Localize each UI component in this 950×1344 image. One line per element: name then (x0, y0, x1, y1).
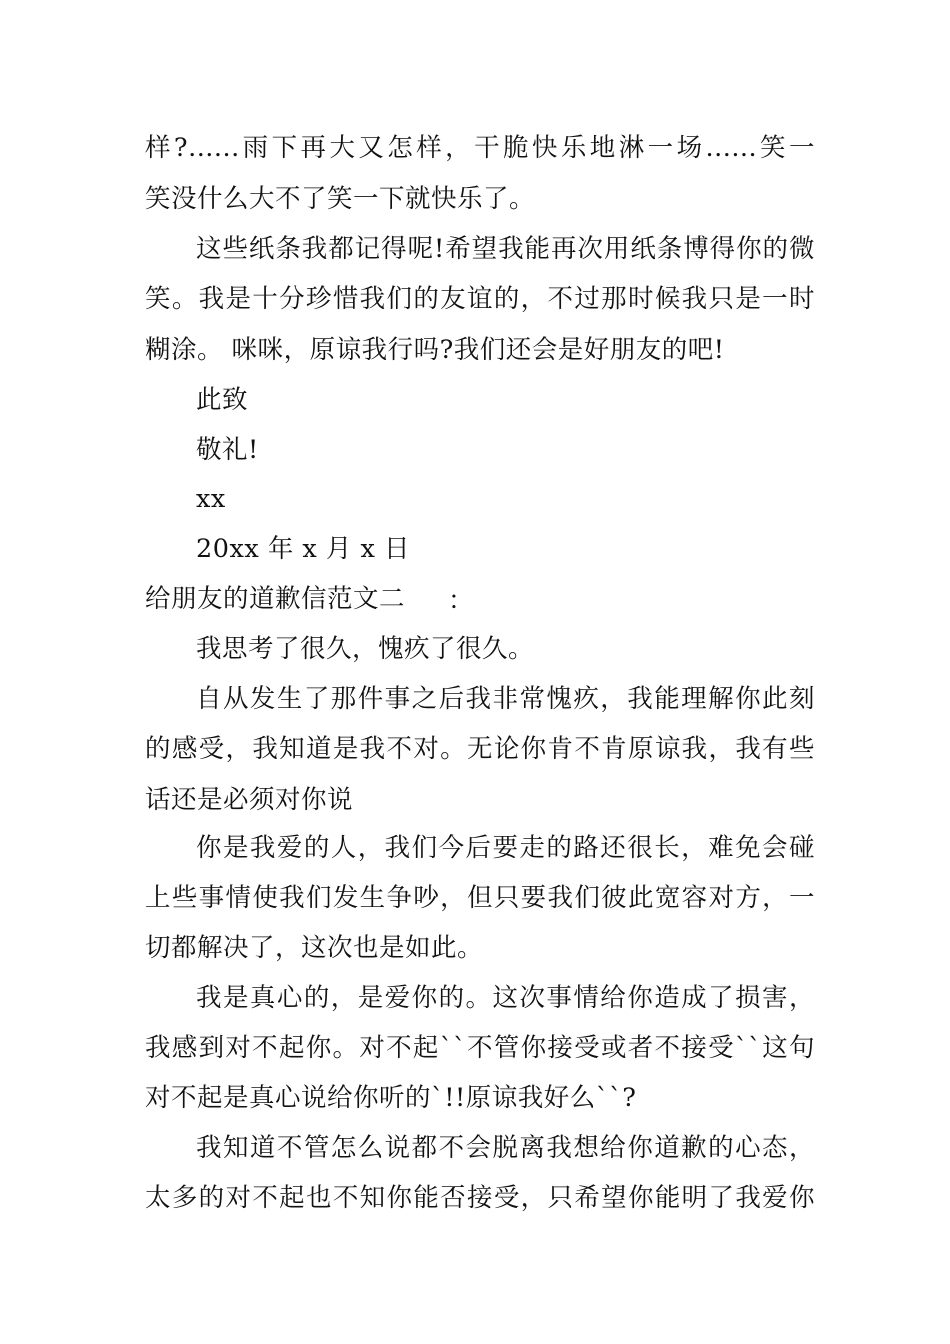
text-line: 糊涂。 咪咪，原谅我行吗?我们还会是好朋友的吧! (145, 335, 725, 365)
text-line: 样?......雨下再大又怎样，干脆快乐地淋一场......笑一 (145, 133, 815, 163)
text-line: 的感受，我知道是我不对。无论你肯不肯原谅我，我有些 (145, 734, 815, 764)
text-line: 上些事情使我们发生争吵，但只要我们彼此宽容对方，一 (145, 883, 815, 913)
text-line: 笑。我是十分珍惜我们的友谊的，不过那时候我只是一时 (145, 284, 815, 314)
signature-name: xx (196, 484, 226, 514)
closing-regards: 敬礼! (196, 435, 259, 465)
text-line: 对不起是真心说给你听的`!!原谅我好么``? (145, 1083, 637, 1113)
text-line: 我是真心的，是爱你的。这次事情给你造成了损害， (196, 983, 815, 1013)
text-line: 这些纸条我都记得呢!希望我能再次用纸条博得你的微 (196, 234, 815, 264)
closing-salutation: 此致 (196, 385, 249, 415)
text-line: 你是我爱的人，我们今后要走的路还很长，难免会碰 (196, 833, 815, 863)
section-heading: 给朋友的道歉信范文二 (145, 584, 406, 614)
text-line: 切都解决了，这次也是如此。 (145, 933, 484, 963)
signature-date: 20xx 年 x 月 x 日 (196, 534, 411, 564)
text-line: 太多的对不起也不知你能否接受，只希望你能明了我爱你 (145, 1183, 815, 1213)
text-line: 自从发生了那件事之后我非常愧疚，我能理解你此刻 (196, 684, 815, 714)
text-line: 我思考了很久，愧疚了很久。 (196, 634, 535, 664)
text-line: 我感到对不起你。对不起``不管你接受或者不接受``这句 (145, 1033, 815, 1063)
section-heading-colon: ： (448, 586, 474, 616)
text-line: 笑没什么大不了笑一下就快乐了。 (145, 184, 536, 214)
text-line: 我知道不管怎么说都不会脱离我想给你道歉的心态， (196, 1133, 815, 1163)
text-line: 话还是必须对你说 (145, 785, 354, 815)
